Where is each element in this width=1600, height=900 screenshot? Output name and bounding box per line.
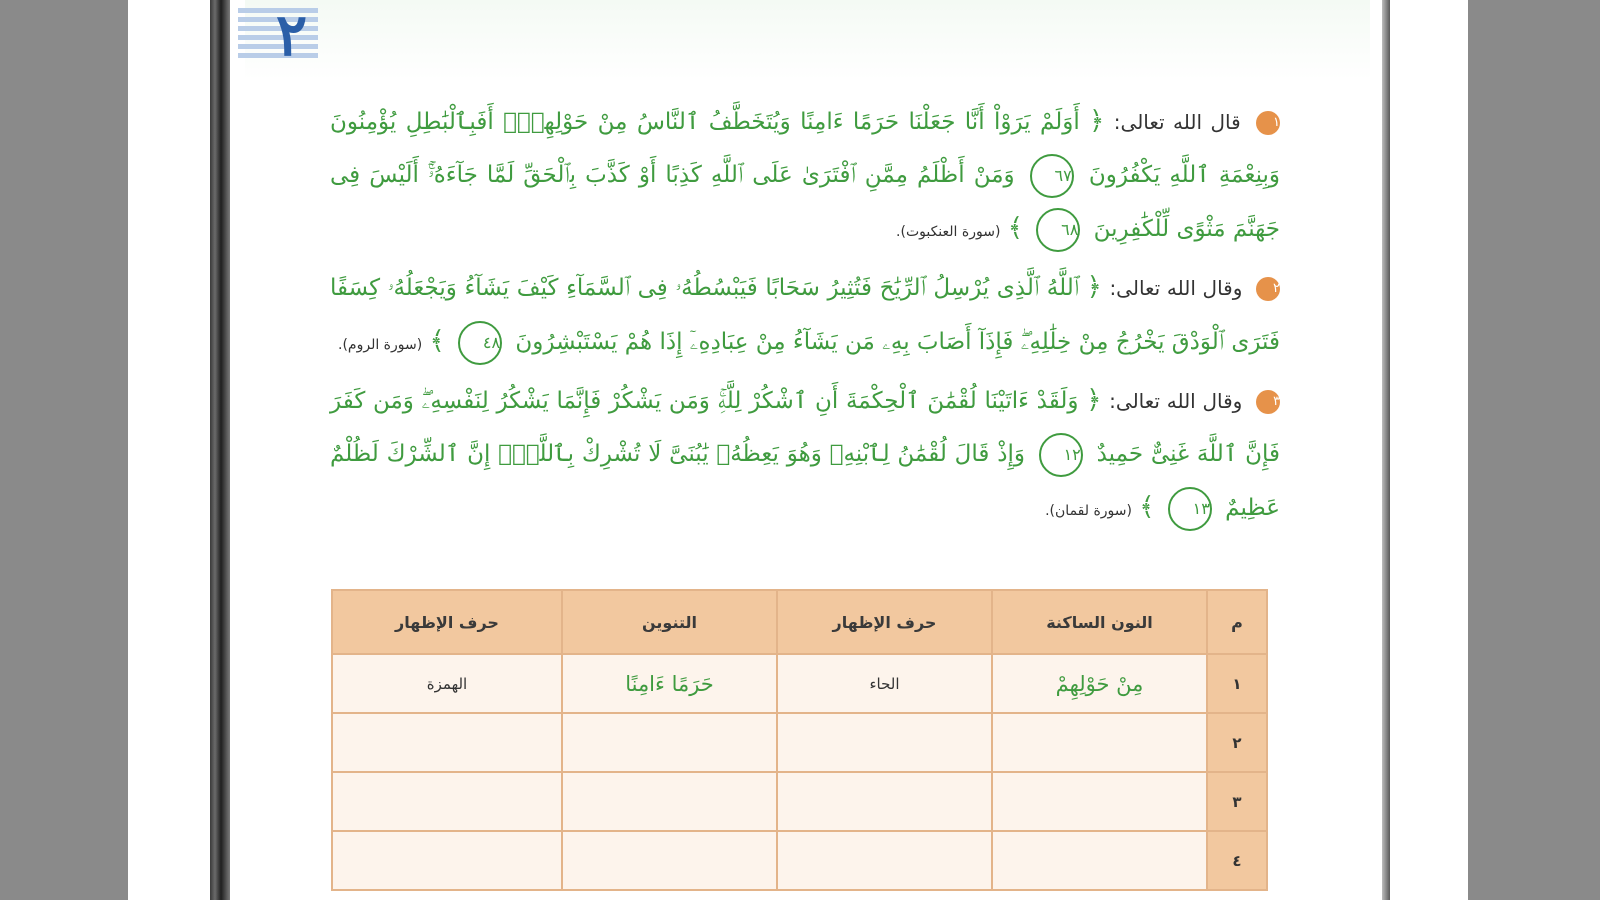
open-bracket-icon: ﴿: [1086, 385, 1102, 415]
noon-example-cell[interactable]: [992, 772, 1207, 831]
page-edge: [1382, 0, 1390, 900]
exercise-intro: قال الله تعالى:: [1113, 110, 1241, 134]
exercise-3: [330, 374, 1280, 538]
tanween-example-cell[interactable]: حَرَمًا ءَامِنًا: [562, 654, 777, 713]
exercise-2: [330, 261, 1280, 372]
close-bracket-icon: ﴾: [1007, 213, 1023, 243]
surah-reference: (سورة الروم).: [338, 337, 423, 353]
col-header-izhar-letter: حرف الإظهار: [777, 590, 992, 654]
verse-number: ٤٨: [458, 321, 502, 365]
tanween-letter-cell[interactable]: [332, 713, 562, 772]
col-header-noon-sakinah: النون الساكنة: [992, 590, 1207, 654]
close-bracket-icon: ﴾: [429, 326, 445, 356]
surah-reference: (سورة لقمان).: [1045, 503, 1132, 519]
noon-example-cell[interactable]: مِنْ حَوْلِهِمْ: [992, 654, 1207, 713]
table-row: [332, 831, 1267, 890]
exercises: [330, 95, 1280, 540]
verse-number: ١٢: [1039, 433, 1083, 477]
tanween-example-cell[interactable]: [562, 772, 777, 831]
ayah-text: وَمَنْ أَظْلَمُ مِمَّنِ ٱفْتَرَىٰ عَلَى ٱللَّهِ كَذِبًا أَوْ كَذَّبَ بِٱلْحَقِّ لَمَّا جَآءَهُۥٓۚ أَلَيْسَ فِى جَهَنَّمَ مَثْوًى لِّلْكَٰفِرِينَ: [330, 162, 1280, 242]
exercise-1: [330, 95, 1280, 259]
noon-letter-cell[interactable]: [777, 713, 992, 772]
exercise-marker: ١: [1256, 111, 1280, 135]
tanween-example-cell[interactable]: [562, 831, 777, 890]
noon-example-cell[interactable]: [992, 713, 1207, 772]
izhar-table: [333, 589, 1268, 879]
noon-letter-cell[interactable]: [777, 772, 992, 831]
exercise-marker: ٣: [1256, 390, 1280, 414]
table-row: [332, 654, 1267, 713]
verse-number: ١٣: [1168, 487, 1212, 531]
ayah-text: أَوَلَمْ يَرَوْاْ أَنَّا جَعَلْنَا حَرَمًا ءَامِنًا وَيُتَخَطَّفُ ٱلنَّاسُ مِنْ حَوْلِهِمْۚ أَفَبِٱلْبَٰطِلِ يُؤْمِنُونَ وَبِنِعْمَةِ ٱللَّهِ يَكْفُرُونَ: [330, 109, 1281, 188]
ayah-text: وَلَقَدْ ءَاتَيْنَا لُقْمَٰنَ ٱلْحِكْمَةَ أَنِ ٱشْكُرْ لِلَّهِۚ وَمَن يَشْكُرْ فَإِنَّمَا يَشْكُرُ لِنَفْسِهِۦۖ وَمَن كَفَرَ فَإِنَّ ٱللَّهَ غَنِىٌّ حَمِيدٌ: [330, 388, 1280, 467]
book-spine: [210, 0, 230, 900]
exercise-intro: وقال الله تعالى:: [1109, 389, 1243, 413]
verse-number: ٦٨: [1036, 208, 1080, 252]
noon-example-cell[interactable]: [992, 831, 1207, 890]
ayah-text: وَإِذْ قَالَ لُقْمَٰنُ لِٱبْنِهِۦ وَهُوَ يَعِظُهُۥ يَٰبُنَىَّ لَا تُشْرِكْ بِٱللَّهِۖ إِنَّ ٱلشِّرْكَ لَظُلْمٌ عَظِيمٌ: [330, 441, 1280, 521]
ayah-text: ٱللَّهُ ٱلَّذِى يُرْسِلُ ٱلرِّيَٰحَ فَتُثِيرُ سَحَابًا فَيَبْسُطُهُۥ فِى ٱلسَّمَآءِ كَيْفَ يَشَآءُ وَيَجْعَلُهُۥ كِسَفًا فَتَرَى ٱلْوَدْقَ يَخْرُجُ مِنْ خِلَٰلِهِۦۖ فَإِذَآ أَصَابَ بِهِۦ مَن يَشَآءُ مِنْ عِبَادِهِۦٓ إِذَا هُمْ يَسْتَبْشِرُونَ: [330, 275, 1280, 355]
table-row: [332, 772, 1267, 831]
row-number: ٣: [1207, 772, 1267, 831]
col-header-izhar-letter: حرف الإظهار: [332, 590, 562, 654]
col-header-tanween: التنوين: [562, 590, 777, 654]
exercise-marker: ٢: [1256, 277, 1280, 301]
open-bracket-icon: ﴿: [1089, 106, 1105, 136]
tanween-letter-cell[interactable]: [332, 831, 562, 890]
open-bracket-icon: ﴿: [1086, 272, 1102, 302]
noon-letter-cell[interactable]: [777, 831, 992, 890]
page-header-bleed: [245, 0, 1370, 80]
row-number: ١: [1207, 654, 1267, 713]
tanween-letter-cell[interactable]: الهمزة: [332, 654, 562, 713]
tanween-example-cell[interactable]: [562, 713, 777, 772]
verse-number: ٦٧: [1030, 154, 1074, 198]
col-header-number: م: [1207, 590, 1267, 654]
tanween-letter-cell[interactable]: [332, 772, 562, 831]
noon-letter-cell[interactable]: الحاء: [777, 654, 992, 713]
row-number: ٤: [1207, 831, 1267, 890]
page-number: ٢: [276, 1, 308, 69]
table-header-row: [332, 590, 1267, 654]
table-row: [332, 713, 1267, 772]
exercise-intro: وقال الله تعالى:: [1109, 276, 1243, 300]
surah-reference: (سورة العنكبوت).: [896, 224, 1001, 240]
close-bracket-icon: ﴾: [1139, 492, 1155, 522]
row-number: ٢: [1207, 713, 1267, 772]
